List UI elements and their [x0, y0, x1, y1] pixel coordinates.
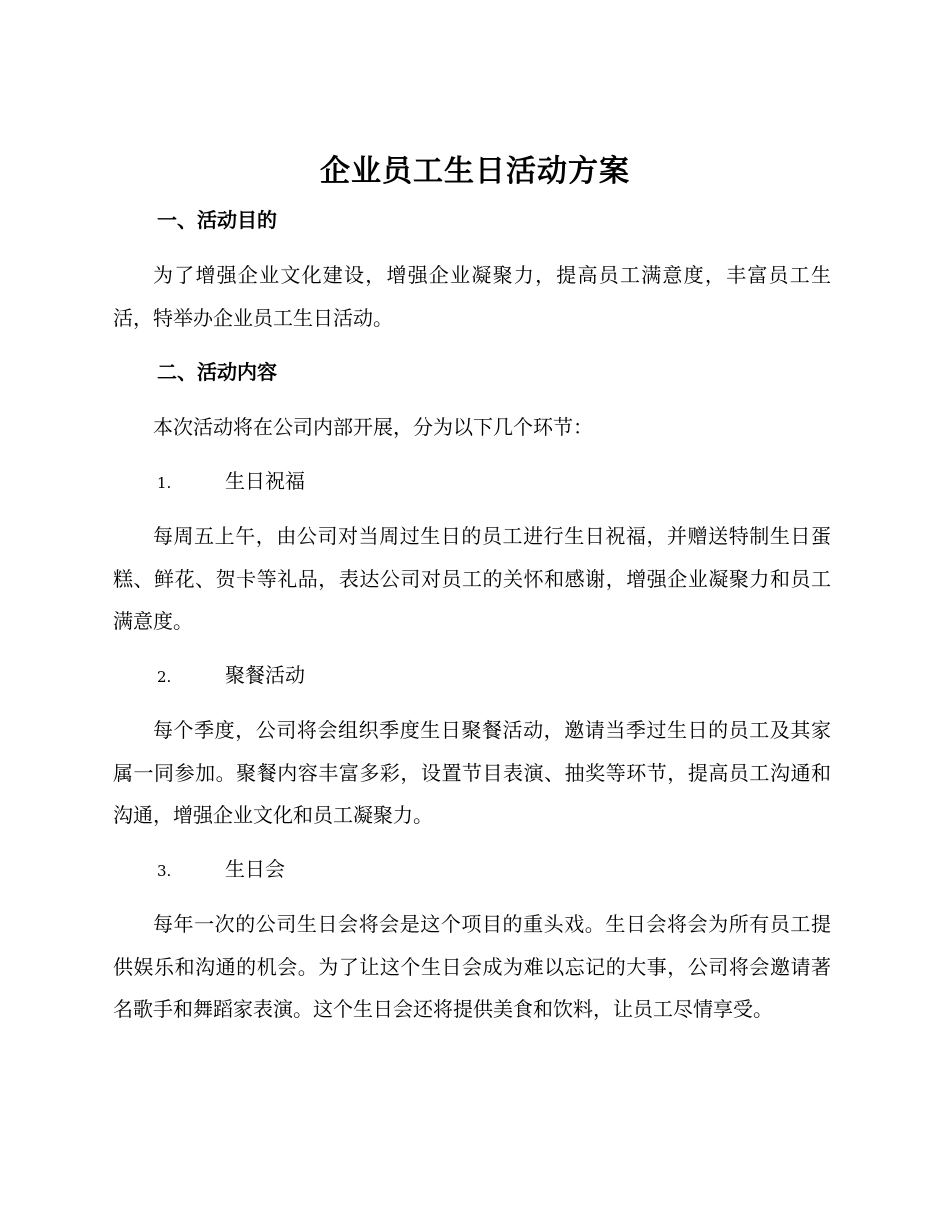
- section-heading-content: 二、活动内容: [157, 360, 277, 384]
- list-item-birthday-party: [157, 855, 285, 885]
- document-title: 企业员工生日活动方案: [320, 154, 630, 189]
- list-item-label: 生日祝福: [225, 469, 305, 493]
- dinner-paragraph: 每个季度，公司将会组织季度生日聚餐活动，邀请当季过生日的员工及其家属一同参加。聚餐内容丰富多彩，设置节目表演、抽奖等环节，提高员工沟通和沟通，增强企业文化和员工凝聚力。: [113, 718, 831, 827]
- birthday-party-paragraph: 每年一次的公司生日会将会是这个项目的重头戏。生日会将会为所有员工提供娱乐和沟通的机会。为了让这个生日会成为难以忘记的大事，公司将会邀请著名歌手和舞蹈家表演。这个生日会还将提供美食和饮料，让员工尽情享受。: [113, 912, 831, 1021]
- list-item-dinner: [157, 661, 305, 691]
- content-intro-paragraph: 本次活动将在公司内部开展，分为以下几个环节：: [153, 415, 593, 439]
- list-item-number: 3.: [157, 862, 172, 880]
- list-item-birthday-wishes: [157, 467, 305, 497]
- section-heading-purpose: 一、活动目的: [157, 208, 277, 232]
- list-item-number: 2.: [157, 668, 172, 686]
- list-item-label: 生日会: [225, 857, 285, 881]
- list-item-label: 聚餐活动: [225, 663, 305, 687]
- purpose-paragraph: 为了增强企业文化建设，增强企业凝聚力，提高员工满意度，丰富员工生活，特举办企业员工生日活动。: [113, 263, 831, 330]
- list-item-number: 1.: [157, 474, 172, 492]
- birthday-wishes-paragraph: 每周五上午，由公司对当周过生日的员工进行生日祝福，并赠送特制生日蛋糕、鲜花、贺卡等礼品，表达公司对员工的关怀和感谢，增强企业凝聚力和员工满意度。: [113, 524, 831, 633]
